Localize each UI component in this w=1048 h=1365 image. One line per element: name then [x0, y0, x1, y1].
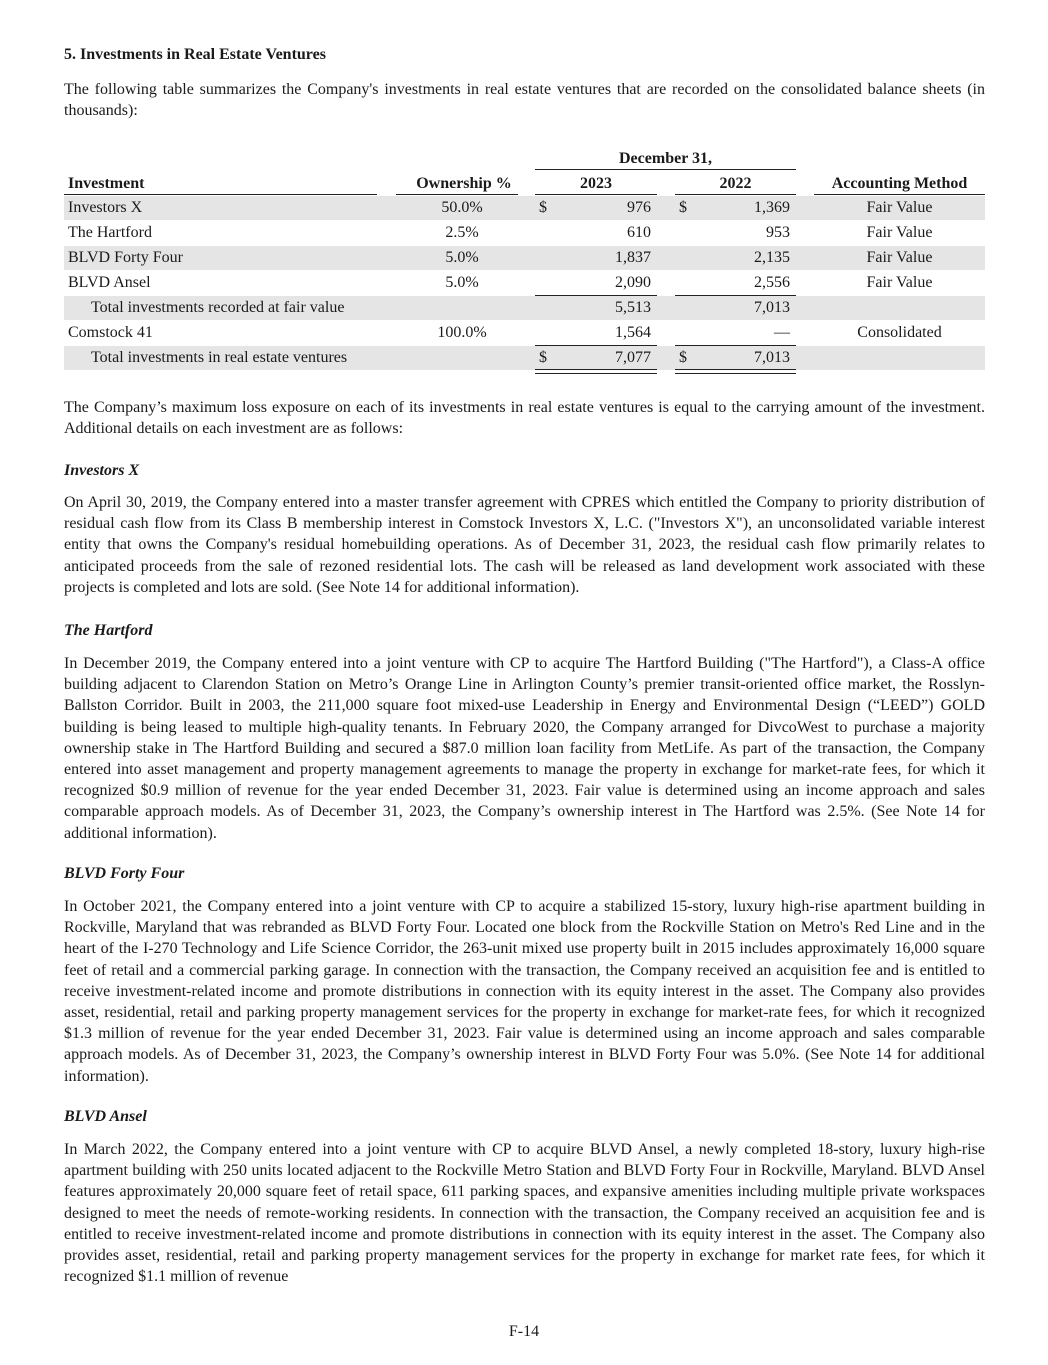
dollar-sign: $ — [539, 349, 547, 366]
dollar-sign: $ — [539, 199, 547, 216]
subhead-the-hartford: The Hartford — [64, 622, 153, 639]
subhead-blvd-ansel: BLVD Ansel — [64, 1108, 147, 1125]
dollar-sign: $ — [679, 199, 687, 216]
ownership-pct: 2.5% — [445, 224, 479, 241]
accounting-method: Fair Value — [866, 249, 933, 266]
value-2022: 1,369 — [754, 199, 790, 216]
ownership-pct: 50.0% — [441, 199, 483, 216]
subhead-investors-x: Investors X — [64, 462, 140, 479]
header-rule-2023 — [535, 194, 657, 195]
value-2022: 2,135 — [754, 249, 790, 266]
value-2023: 1,837 — [615, 249, 651, 266]
header-rule-method — [814, 194, 985, 195]
double-rule-2022 — [675, 369, 796, 374]
accounting-method: Fair Value — [866, 224, 933, 241]
section-title: 5. Investments in Real Estate Ventures — [64, 46, 326, 63]
accounting-method: Fair Value — [866, 274, 933, 291]
accounting-method — [814, 296, 985, 320]
accounting-method: Fair Value — [866, 199, 933, 216]
table-row-subtotal — [64, 296, 985, 320]
col-header-2023: 2023 — [580, 175, 612, 192]
double-rule-2023 — [535, 369, 657, 374]
value-2022: 2,556 — [754, 274, 790, 291]
header-rule-2022 — [675, 194, 796, 195]
table-row — [64, 196, 985, 220]
col-header-method: Accounting Method — [831, 175, 968, 192]
accounting-method: Consolidated — [857, 324, 942, 341]
value-2023: 976 — [627, 199, 651, 216]
col-header-investment: Investment — [68, 175, 145, 192]
dollar-sign: $ — [679, 349, 687, 366]
value-2023: 2,090 — [615, 274, 651, 291]
value-2022: 7,013 — [754, 349, 790, 366]
ownership-pct — [407, 296, 517, 320]
value-2023: 1,564 — [615, 324, 651, 341]
intro-paragraph: The following table summarizes the Company's investments in real estate ventures that are recorded on the consolidated balance sheets (in thousands): — [64, 81, 985, 120]
table-row-total — [64, 346, 985, 370]
investment-name: Comstock 41 — [68, 324, 153, 341]
value-2023: 5,513 — [615, 299, 651, 316]
subhead-blvd-forty-four: BLVD Forty Four — [64, 865, 185, 882]
col-header-2022: 2022 — [719, 175, 752, 192]
investors-x-paragraph: On April 30, 2019, the Company entered into a master transfer agreement with CPRES which entitled the Company to priority distribution of residual cash flow from its Class B membership interest in Comstock Investors X, L.C. ("Investors X"), an unconsolidated variable interest entity that owns the Company's residual homebuilding operations. As of December 31, 2023, the residual cash flow primarily relates to anticipated proceeds from the sale of rezoned residential lots. The cash will be released as land development work associated with these projects is completed and lots are sold. (See Note 14 for additional information). — [64, 494, 985, 596]
investment-name: Investors X — [68, 199, 143, 216]
header-rule-investment — [64, 194, 377, 195]
investment-name: Total investments in real estate ventures — [91, 349, 348, 366]
investment-name: BLVD Forty Four — [68, 249, 183, 266]
value-2023: 610 — [627, 224, 651, 241]
table-row — [64, 221, 985, 245]
investment-name: Total investments recorded at fair value — [91, 299, 345, 316]
table-row — [64, 321, 985, 345]
table-row — [64, 271, 985, 295]
blvd-ansel-paragraph: In March 2022, the Company entered into a joint venture with CP to acquire BLVD Ansel, a newly completed 18-story, luxury high-rise apartment building with 250 units located adjacent to the Rockville Metro Station and BLVD Forty Four in Rockville, Maryland. BLVD Ansel features approximately 20,000 square feet of retail space, 611 parking spaces, and expansive amenities including multiple private workspaces designed to meet the needs of remote-working residents. In connection with the transaction, the Company received an acquisition fee and is entitled to receive investment-related income and promote distributions in connection with its equity interest in the asset. The Company also provides asset, residential, retail and parking property management services for the property in exchange for market rate fees, for which it recognized $1.1 million of revenue — [64, 1141, 985, 1286]
col-header-ownership: Ownership % — [416, 175, 512, 192]
page-number: F-14 — [508, 1323, 540, 1340]
value-2022: 7,013 — [754, 299, 790, 316]
ownership-pct: 100.0% — [437, 324, 487, 341]
ownership-pct: 5.0% — [445, 274, 479, 291]
value-2023: 7,077 — [615, 349, 651, 366]
table-row — [64, 246, 985, 270]
period-header-rule — [535, 169, 796, 170]
header-rule-ownership — [396, 194, 518, 195]
value-2022: — — [774, 324, 790, 341]
the-hartford-paragraph: In December 2019, the Company entered into a joint venture with CP to acquire The Hartford Building ("The Hartford"), a Class-A office building adjacent to Clarendon Station on Metro’s Orange Line in Arlington County’s premier transit-oriented office market, the Rosslyn-Ballston Corridor. Built in 2003, the 211,000 square foot mixed-use Leadership in Energy and Environmental Design (“LEED”) GOLD building is being leased to multiple high-quality tenants. In February 2020, the Company arranged for DivcoWest to purchase a majority ownership stake in The Hartford Building and secured a $87.0 million loan facility from MetLife. As part of the transaction, the Company entered into asset management and property management agreements to manage the property in exchange for market-rate fees, for which it recognized $0.9 million of revenue for the year ended December 31, 2023. Fair value is determined using an income approach and sales comparable approach models. As of December 31, 2023, the Company’s ownership interest in The Hartford was 2.5%. (See Note 14 for additional information). — [64, 655, 985, 842]
period-header: December 31, — [619, 150, 712, 167]
ownership-pct — [407, 346, 517, 370]
investment-name: BLVD Ansel — [68, 274, 151, 291]
blvd-forty-four-paragraph: In October 2021, the Company entered into a joint venture with CP to acquire a stabilized 15-story, luxury high-rise apartment building in Rockville, Maryland that was rebranded as BLVD Forty Four. Located one block from the Rockville Station on Metro's Red Line and in the heart of the I-270 Technology and Life Science Corridor, the 263-unit mixed use property built in 2015 includes approximately 16,000 square feet of retail and a commercial parking garage. In connection with the transaction, the Company received an acquisition fee and is entitled to receive investment-related income and promote distributions in connection with its equity interest in the asset. The Company also provides asset, residential, retail and parking property management services for the property in exchange for market-rate fees, for which it recognized $1.3 million of revenue for the year ended December 31, 2023. Fair value is determined using an income approach and sales comparable approach models. As of December 31, 2023, the Company’s ownership interest in BLVD Forty Four was 5.0%. (See Note 14 for additional information). — [64, 898, 985, 1085]
ownership-pct: 5.0% — [445, 249, 479, 266]
value-2022: 953 — [766, 224, 790, 241]
investment-name: The Hartford — [68, 224, 152, 241]
exposure-paragraph: The Company’s maximum loss exposure on each of its investments in real estate ventures is equal to the carrying amount of the investment. Additional details on each investment are as follows: — [64, 399, 985, 438]
accounting-method — [814, 346, 985, 370]
